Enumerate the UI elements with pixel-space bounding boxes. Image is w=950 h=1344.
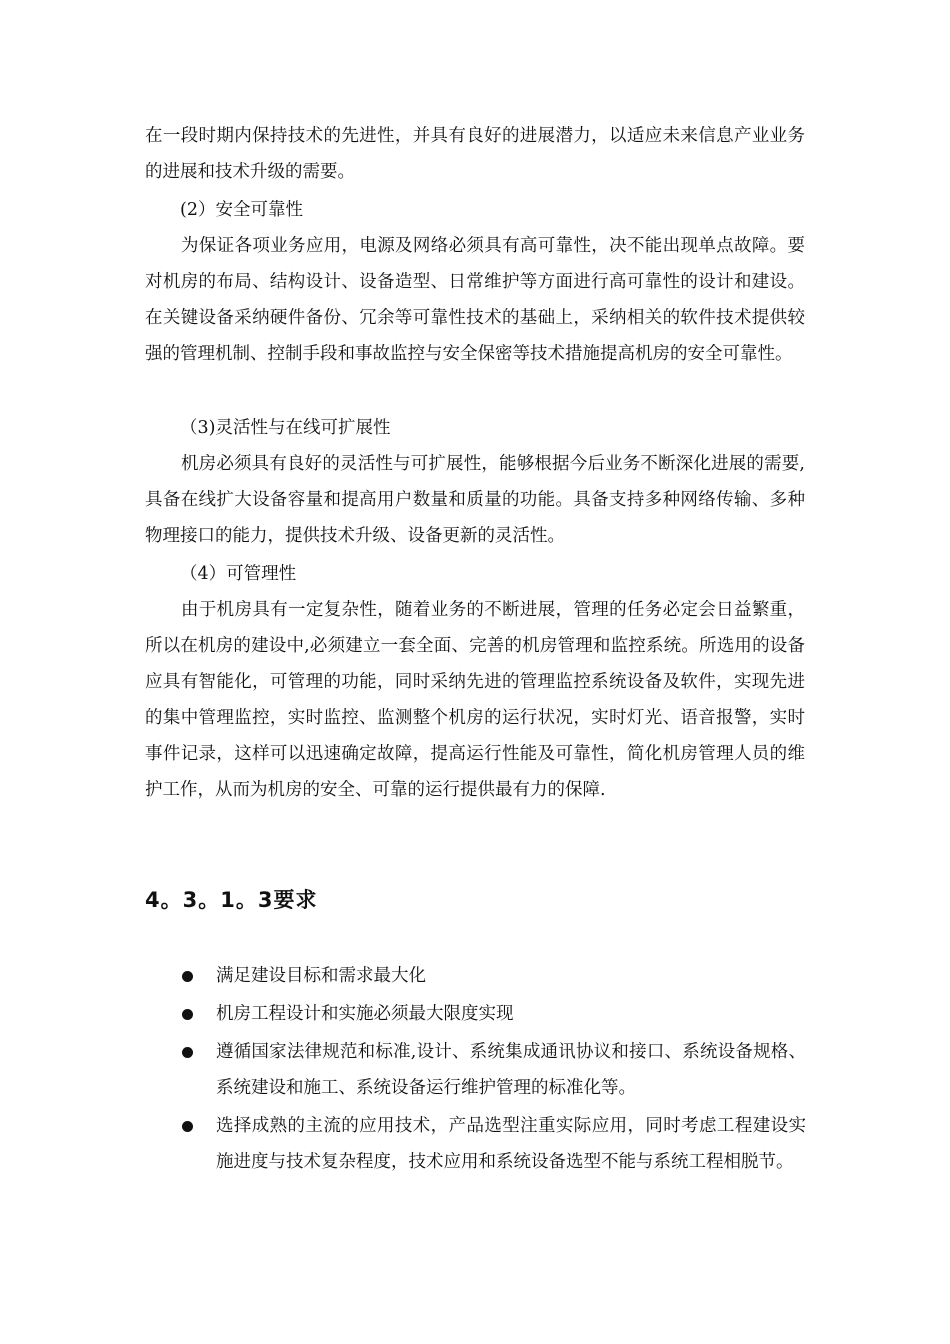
paragraph-manageability: 由于机房具有一定复杂性，随着业务的不断进展，管理的任务必定会日益繁重，所以在机房的建设中,必须建立一套全面、完善的机房管理和监控系统。所选用的设备应具有智能化，可管理的功能，同时采纳先进的管理监控系统设备及软件，实现先进的集中管理监控，实时监控、监测整个机房的运行状况，实时灯光、语音报警，实时事件记录，这样可以迅速确定故障，提高运行性能及可靠性，简化机房管理人员的维护工作，从而为机房的安全、可靠的运行提供最有力的保障.: [145, 600, 805, 800]
subheading-security-reliability: (2）安全可靠性: [180, 200, 303, 220]
bullet-dot-icon: [182, 1121, 193, 1132]
list-item: [180, 1108, 806, 1180]
section-heading: 4。3。1。3要求: [145, 888, 318, 912]
subheading-flexibility-scalability: （3)灵活性与在线可扩展性: [180, 418, 391, 438]
paragraph-security-reliability: 为保证各项业务应用，电源及网络必须具有高可靠性，决不能出现单点故障。要对机房的布局、结构设计、设备造型、日常维护等方面进行高可靠性的设计和建设。在关键设备采纳硬件备份、冗余等可靠性技术的基础上，采纳相关的软件技术提供较强的管理机制、控制手段和事故监控与安全保密等技术措施提高机房的安全可靠性。: [145, 236, 805, 364]
list-item-text: 选择成熟的主流的应用技术，产品选型注重实际应用，同时考虑工程建设实施进度与技术复杂程度，技术应用和系统设备选型不能与系统工程相脱节。: [216, 1116, 806, 1172]
bullet-dot-icon: [182, 1047, 193, 1058]
list-item: [180, 958, 806, 994]
list-item-text: 机房工程设计和实施必须最大限度实现: [216, 1004, 514, 1024]
list-item: [180, 1034, 806, 1106]
list-item-text: 遵循国家法律规范和标准,设计、系统集成通讯协议和接口、系统设备规格、系统建设和施工、系统设备运行维护管理的标准化等。: [216, 1042, 806, 1098]
bullet-dot-icon: [182, 971, 193, 982]
paragraph-flexibility-scalability: 机房必须具有良好的灵活性与可扩展性，能够根据今后业务不断深化进展的需要,具备在线扩大设备容量和提高用户数量和质量的功能。具备支持多种网络传输、多种物理接口的能力，提供技术升级、设备更新的灵活性。: [145, 454, 805, 546]
bullet-dot-icon: [182, 1009, 193, 1020]
paragraph-continuation: 在一段时期内保持技术的先进性，并具有良好的进展潜力，以适应未来信息产业业务的进展和技术升级的需要。: [145, 126, 805, 182]
requirements-list: [180, 958, 806, 1182]
list-item-text: 满足建设目标和需求最大化: [216, 966, 426, 986]
list-item: [180, 996, 806, 1032]
subheading-manageability: （4）可管理性: [180, 564, 297, 584]
